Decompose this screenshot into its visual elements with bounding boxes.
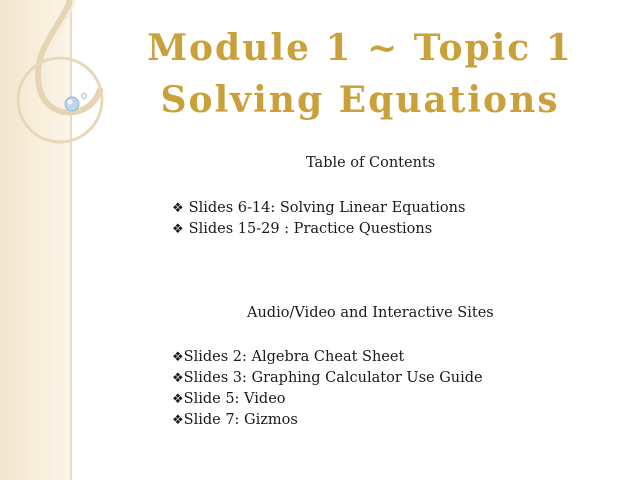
av-list xyxy=(172,347,483,431)
av-item xyxy=(172,410,483,431)
av-item-text: Slides 2: Algebra Cheat Sheet xyxy=(183,349,405,365)
diamond-bullet-icon: ❖ xyxy=(172,222,184,237)
diamond-bullet-icon: ❖ xyxy=(172,350,184,365)
av-item xyxy=(172,368,483,389)
diamond-bullet-icon: ❖ xyxy=(172,413,184,428)
av-item xyxy=(172,389,483,410)
title-line-2: Solving Equations xyxy=(160,79,560,121)
av-heading: Audio/Video and Interactive Sites xyxy=(247,305,494,321)
toc-heading: Table of Contents xyxy=(306,155,436,171)
diamond-bullet-icon: ❖ xyxy=(172,371,184,386)
av-item xyxy=(172,347,483,368)
toc-item-text: Slides 6-14: Solving Linear Equations xyxy=(188,200,466,216)
av-item-text: Slide 5: Video xyxy=(183,391,286,407)
title-line-1: Module 1 ~ Topic 1 xyxy=(147,27,573,69)
toc-item xyxy=(172,219,465,240)
toc-list xyxy=(172,198,465,240)
toc-item xyxy=(172,198,465,219)
toc-item-text: Slides 15-29 : Practice Questions xyxy=(188,221,433,237)
blue-dot-icon xyxy=(65,97,79,111)
av-item-text: Slide 7: Gizmos xyxy=(183,412,298,428)
diamond-bullet-icon: ❖ xyxy=(172,201,184,216)
slide-title xyxy=(90,22,630,126)
diamond-bullet-icon: ❖ xyxy=(172,392,184,407)
av-item-text: Slides 3: Graphing Calculator Use Guide xyxy=(183,370,483,386)
